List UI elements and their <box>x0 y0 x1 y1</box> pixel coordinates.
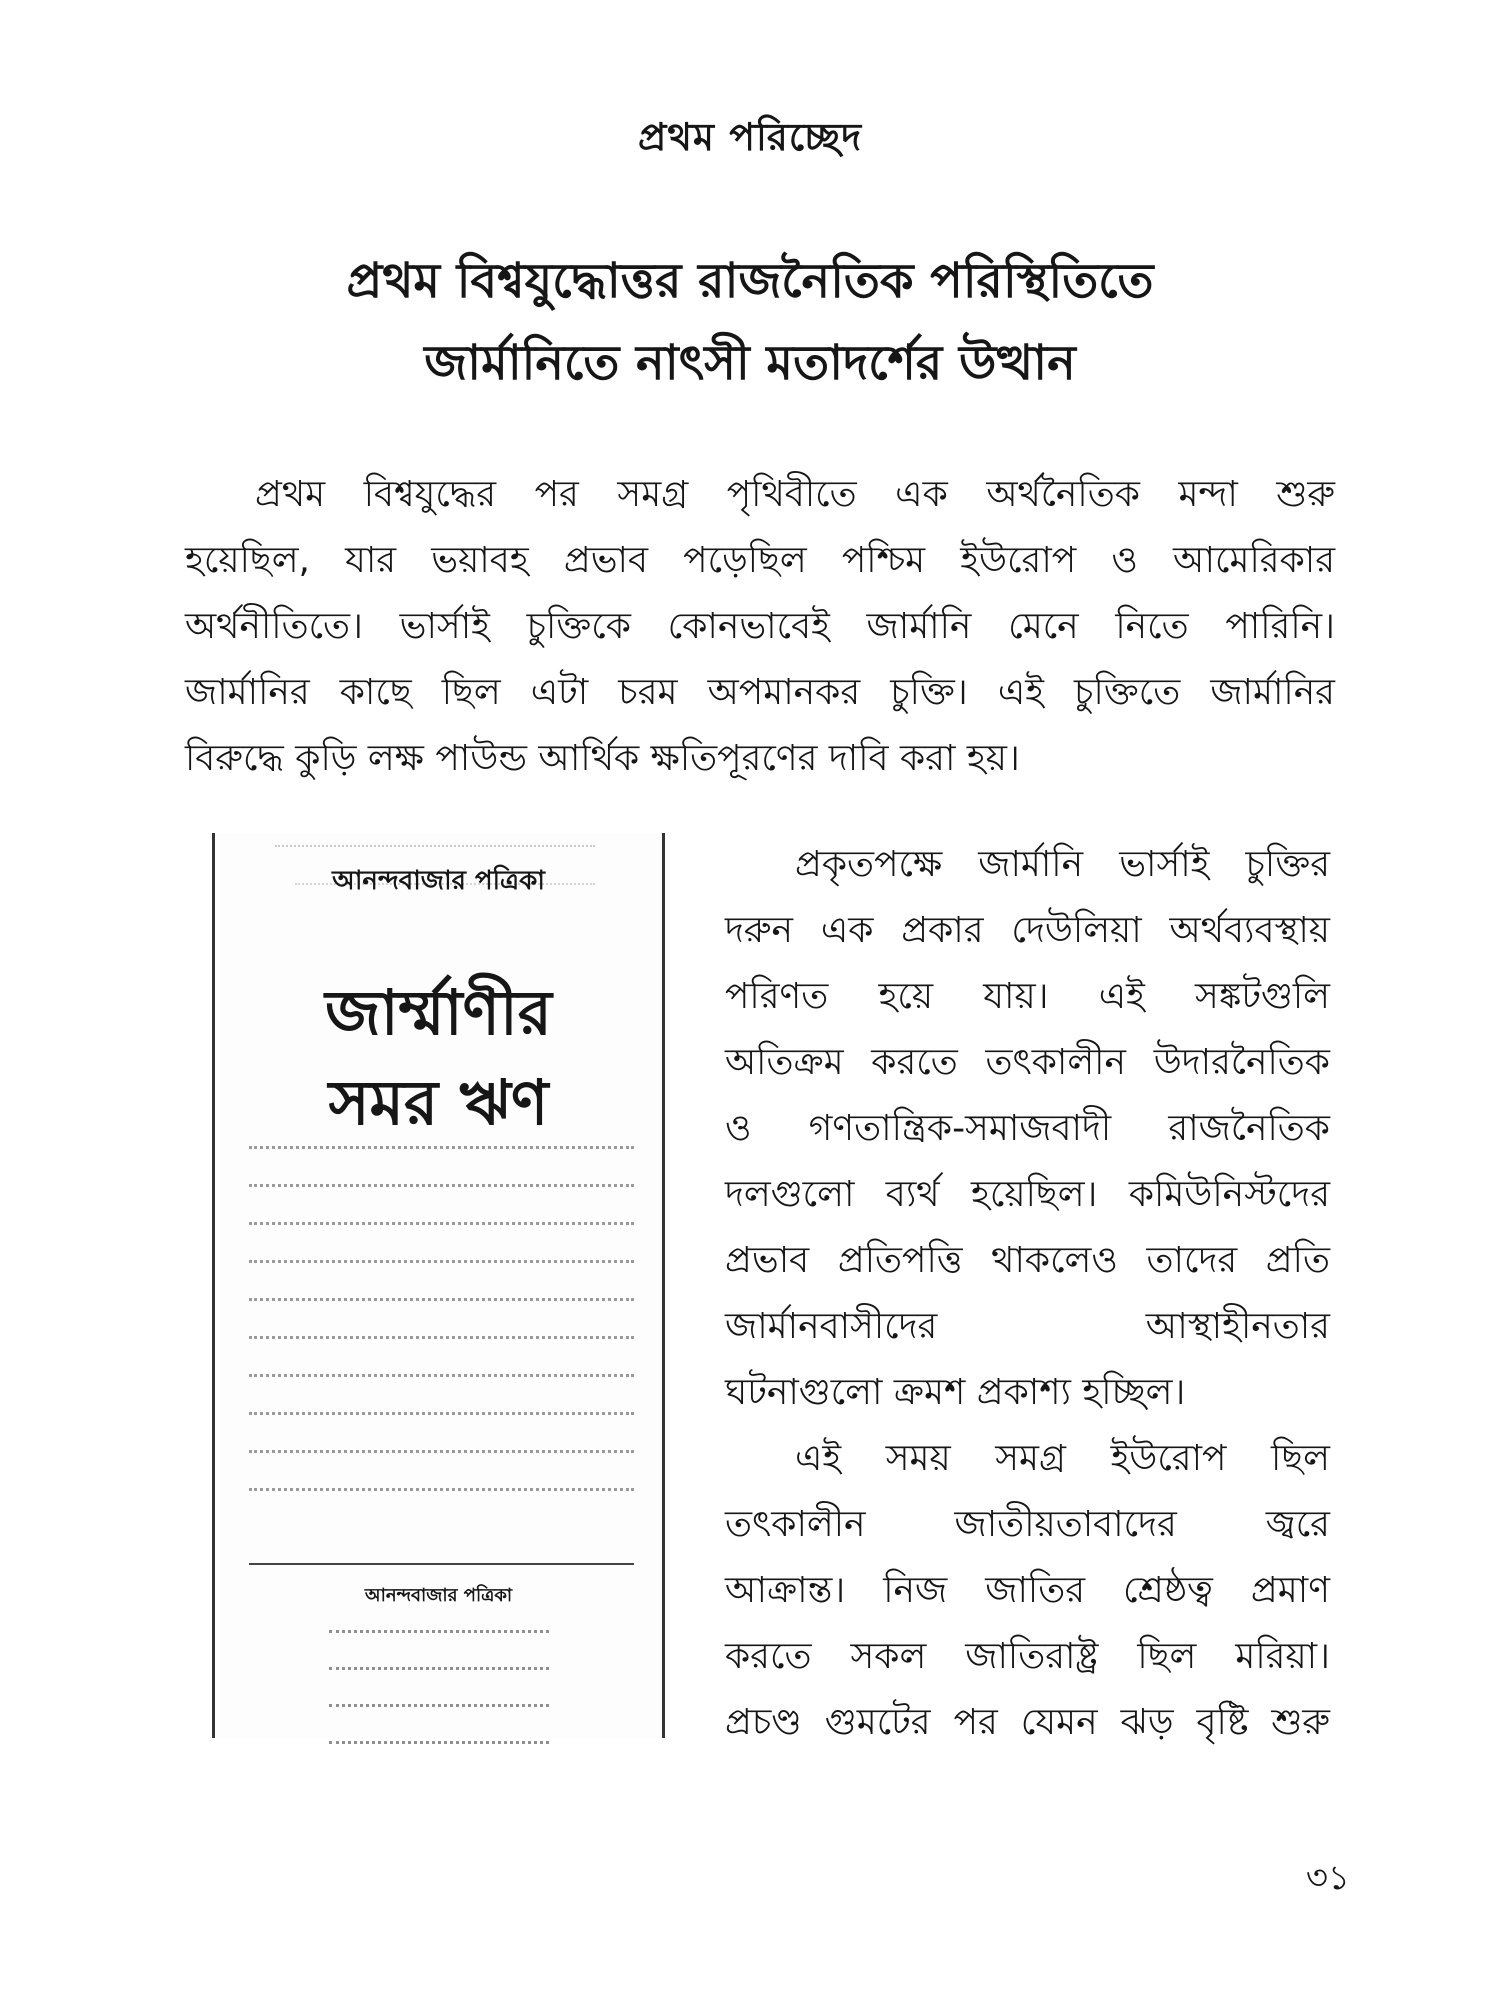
text-line: বিরুদ্ধে কুড়ি লক্ষ পাউন্ড আর্থিক ক্ষতিপূরণের দাবি করা হয়। <box>185 738 1020 779</box>
chapter-title <box>140 240 1360 404</box>
text-line: ঘটনাগুলো ক্রমশ প্রকাশ্য হচ্ছিল। <box>725 1372 1186 1413</box>
text-line: পরিণত হয়ে যায়। এই সঙ্কটগুলি <box>725 976 1330 1017</box>
illegible-line <box>329 1741 549 1760</box>
illegible-line <box>249 1146 634 1176</box>
text-line: দরুন এক প্রকার দেউলিয়া অর্থব্যবস্থায় <box>725 910 1330 951</box>
text-line: প্রথম বিশ্বযুদ্ধের পর সমগ্র পৃথিবীতে এক অর্থনৈতিক মন্দা শুরু <box>255 474 1335 515</box>
newspaper-clipping <box>212 833 665 1738</box>
illegible-line <box>249 1450 634 1480</box>
page-number: ৩১ <box>1305 1858 1350 1898</box>
title-line-2: জার্মানিতে নাৎসী মতাদর্শের উত্থান <box>424 335 1076 391</box>
text-line: জার্মানবাসীদের আস্থাহীনতার <box>725 1306 1330 1347</box>
illegible-line <box>329 1667 549 1686</box>
illegible-line <box>249 1298 634 1328</box>
text-line: হয়েছিল, যার ভয়াবহ প্রভাব পড়েছিল পশ্চিম ইউরোপ ও আমেরিকার <box>185 540 1335 581</box>
text-line: প্রভাব প্রতিপত্তি থাকলেও তাদের প্রতি <box>725 1240 1330 1281</box>
clipping-divider <box>249 1563 634 1565</box>
right-column-paragraph <box>725 832 1330 1756</box>
clipping-masthead: আনন্দবাজার পত্রিকা <box>332 866 545 896</box>
text-line: জার্মানির কাছে ছিল এটা চরম অপমানকর চুক্তি। এই চুক্তিতে জার্মানির <box>185 672 1335 713</box>
illegible-line <box>249 1336 634 1366</box>
text-line: অর্থনীতিতে। ভার্সাই চুক্তিকে কোনভাবেই জার্মানি মেনে নিতে পারিনি। <box>185 606 1335 647</box>
intro-paragraph <box>185 462 1335 792</box>
illegible-line <box>329 1630 549 1649</box>
text-line: অতিক্রম করতে তৎকালীন উদারনৈতিক <box>725 1042 1330 1083</box>
text-line: তৎকালীন জাতীয়তাবাদের জ্বরে <box>725 1504 1330 1545</box>
text-line: প্রচণ্ড গুমটের পর যেমন ঝড় বৃষ্টি শুরু <box>725 1702 1330 1743</box>
illegible-line <box>249 1374 634 1404</box>
text-line: এই সময় সমগ্র ইউরোপ ছিল <box>795 1438 1330 1479</box>
illegible-line <box>249 1412 634 1442</box>
clipping-headline-line-2: সমর ঋণ <box>328 1066 549 1139</box>
chapter-label: প্রথম পরিচ্ছেদ <box>637 115 863 159</box>
clipping-footer-name: আনন্দবাজার পত্রিকা <box>364 1585 513 1606</box>
title-line-1: প্রথম বিশ্বযুদ্ধোত্তর রাজনৈতিক পরিস্থিতিতে <box>346 253 1154 309</box>
clipping-illegible-body <box>249 1138 634 1528</box>
clipping-footer <box>215 1581 662 1760</box>
illegible-line <box>249 1222 634 1252</box>
text-line: প্রকৃতপক্ষে জার্মানি ভার্সাই চুক্তির <box>795 844 1330 885</box>
clipping-headline-line-1: জার্ম্মাণীর <box>325 976 552 1049</box>
illegible-line <box>249 1488 634 1518</box>
text-line: করতে সকল জাতিরাষ্ট্র ছিল মরিয়া। <box>725 1636 1330 1677</box>
faded-text <box>275 845 595 857</box>
text-line: ও গণতান্ত্রিক-সমাজবাদী রাজনৈতিক <box>725 1108 1330 1149</box>
illegible-line <box>249 1260 634 1290</box>
clipping-headline <box>215 968 662 1148</box>
illegible-line <box>249 1184 634 1214</box>
illegible-line <box>329 1704 549 1723</box>
text-line: আক্রান্ত। নিজ জাতির শ্রেষ্ঠত্ব প্রমাণ <box>725 1570 1330 1611</box>
text-line: দলগুলো ব্যর্থ হয়েছিল। কমিউনিস্টদের <box>725 1174 1330 1215</box>
